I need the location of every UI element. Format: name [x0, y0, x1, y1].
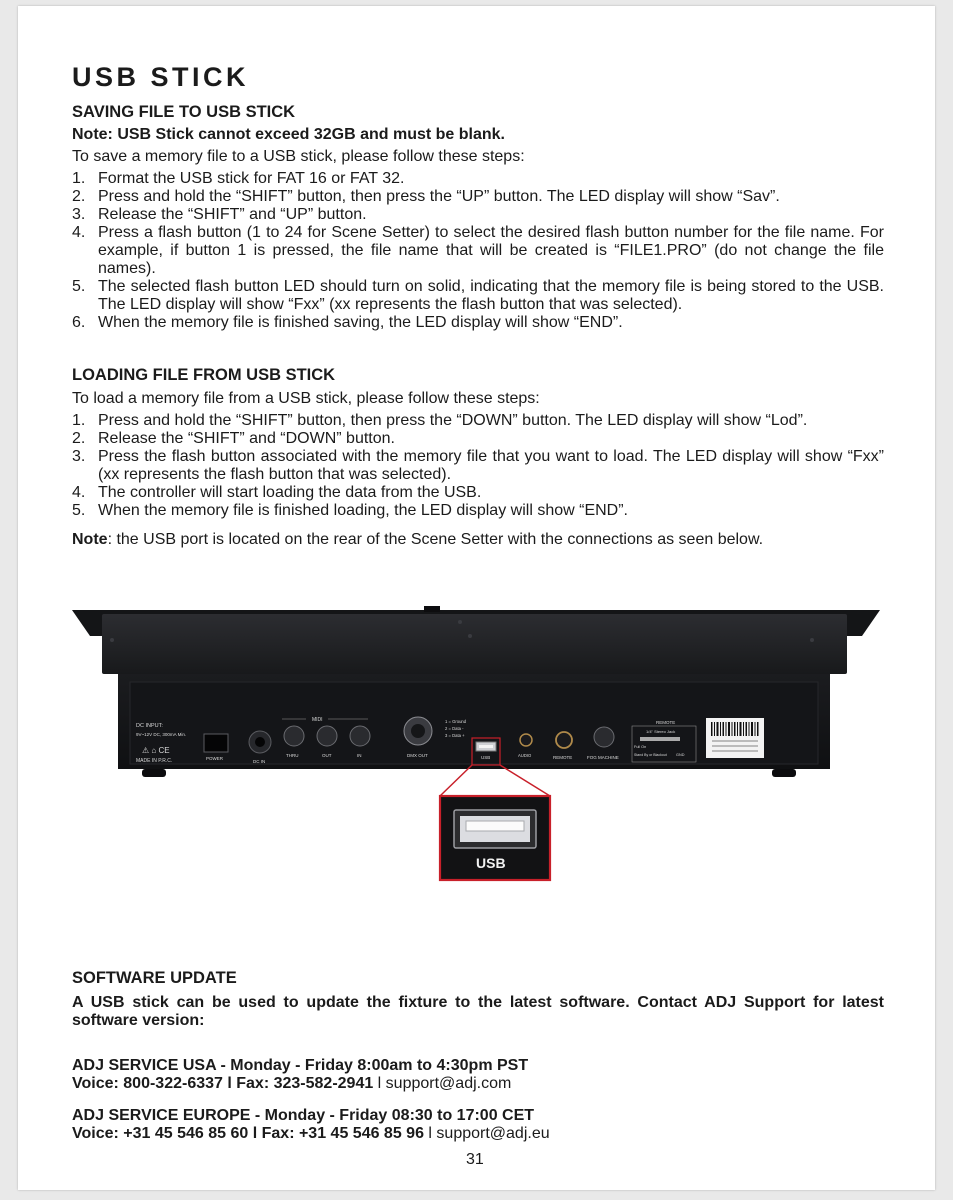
midi-in-label: IN: [357, 753, 362, 758]
step-number: 2.: [72, 188, 86, 205]
step-text: Press a flash button (1 to 24 for Scene Setter) to select the desired flash button number for the file name. For example, if button 1 is pressed, the file name that will be created is “FILE1.PRO” (do not change the file names).: [98, 224, 884, 277]
callout-line-left: [440, 765, 472, 796]
device-top-tab: [424, 606, 440, 612]
list-item: [72, 502, 884, 520]
sticker-fine-print: [712, 740, 758, 742]
screw-icon: [110, 638, 114, 642]
step-number: 4.: [72, 484, 86, 501]
step-number: 1.: [72, 412, 86, 429]
sticker-fine-print: [712, 745, 758, 747]
dc-spec-label: 9V~12V DC, 300mA Min.: [136, 732, 187, 737]
contact-usa-voice-fax: Voice: 800-322-6337 l Fax: 323-582-2941: [72, 1075, 374, 1092]
usb-port-note: [72, 531, 884, 549]
midi-label: MIDI: [312, 717, 323, 723]
screw-icon: [468, 634, 472, 638]
loading-steps: [72, 412, 884, 520]
saving-section: [72, 102, 884, 332]
list-item: [72, 278, 884, 314]
step-number: 2.: [72, 430, 86, 447]
midi-thru-label: THRU: [286, 753, 299, 758]
software-section: [72, 968, 884, 1030]
dmx-out-label: DMX OUT: [407, 753, 428, 758]
list-item: [72, 412, 884, 430]
midi-in-port: [350, 726, 370, 746]
step-text: Release the “SHIFT” and “UP” button.: [98, 206, 367, 223]
note-label: Note: [72, 531, 108, 548]
midi-thru-port: [284, 726, 304, 746]
step-number: 6.: [72, 314, 86, 331]
usb-port-label: USB: [481, 755, 491, 760]
loading-heading: LOADING FILE FROM USB STICK: [72, 366, 336, 384]
fog-machine-port: [594, 727, 614, 747]
gnd-label: GND: [676, 753, 685, 757]
step-text: Press and hold the “SHIFT” button, then press the “UP” button. The LED display will show “Sav”.: [98, 188, 780, 205]
remote-label: REMOTE: [553, 755, 573, 760]
audio-label: AUDIO: [518, 753, 532, 758]
certification-marks: ⚠ ⌂ CE: [142, 746, 170, 755]
sticker-fine-print: [712, 750, 758, 752]
rubber-foot: [772, 769, 796, 777]
contact-usa: [72, 1057, 884, 1093]
list-item: [72, 224, 884, 278]
step-text: When the memory file is finished saving, the LED display will show “END”.: [98, 314, 623, 331]
screw-icon: [458, 620, 462, 624]
step-text: Press the flash button associated with the memory file that you want to load. The LED display will show “Fxx” (xx represents the flash button that was selected).: [98, 448, 884, 483]
list-item: [72, 188, 884, 206]
list-item: [72, 314, 884, 332]
contact-usa-phone: [72, 1075, 884, 1093]
loading-section: [72, 365, 884, 549]
remote-box-label: REMOTE: [656, 720, 676, 725]
device-rear-panel-image: [72, 606, 880, 882]
loading-intro: To load a memory file from a USB stick, please follow these steps:: [72, 390, 540, 407]
step-text: Format the USB stick for FAT 16 or FAT 32.: [98, 170, 405, 187]
power-label: POWER: [206, 756, 224, 761]
stand-by-label: Stand By or Blackout: [634, 753, 667, 757]
step-text: The controller will start loading the data from the USB.: [98, 484, 482, 501]
contact-europe-hours: ADJ SERVICE EUROPE - Monday - Friday 08:30 to 17:00 CET: [72, 1107, 535, 1124]
stereo-jack-label: 1/4" Stereo Jack: [646, 729, 676, 734]
made-in-label: MADE IN P.R.C.: [136, 758, 173, 764]
note-text: : the USB port is located on the rear of the Scene Setter with the connections as seen below.: [107, 531, 764, 548]
audio-input-jack: [520, 734, 532, 746]
usb-zoom-label: USB: [476, 855, 506, 871]
power-switch: [204, 734, 228, 752]
saving-steps: [72, 170, 884, 332]
contact-europe: [72, 1107, 884, 1143]
barcode-icon: [711, 722, 759, 736]
dc-in-hole: [255, 737, 265, 747]
step-text: Press and hold the “SHIFT” button, then press the “DOWN” button. The LED display will show “Lod”.: [98, 412, 808, 429]
dmx-pin1-label: 1 = Ground: [445, 719, 467, 724]
document-page: [18, 6, 935, 1190]
midi-out-port: [317, 726, 337, 746]
step-number: 3.: [72, 448, 86, 465]
step-text: The selected flash button LED should turn on solid, indicating that the memory file is being stored to the USB. The LED display will show “Fxx” (xx represents the flash button that was selected).: [98, 278, 884, 313]
step-text: Release the “SHIFT” and “DOWN” button.: [98, 430, 395, 447]
contact-usa-hours: ADJ SERVICE USA - Monday - Friday 8:00am to 4:30pm PST: [72, 1057, 529, 1074]
midi-out-label: OUT: [322, 753, 332, 758]
list-item: [72, 206, 884, 224]
page-title: USB STICK: [72, 62, 250, 92]
screw-icon: [810, 638, 814, 642]
saving-heading: SAVING FILE TO USB STICK: [72, 103, 296, 121]
step-number: 4.: [72, 224, 86, 241]
callout-line-right: [500, 765, 550, 796]
contact-usa-email[interactable]: l support@adj.com: [373, 1075, 512, 1092]
usb-port-tongue: [479, 745, 493, 748]
list-item: [72, 484, 884, 502]
dmx-out-socket: [411, 724, 425, 738]
software-text: A USB stick can be used to update the fixture to the latest software. Contact ADJ Support for latest software version:: [72, 994, 884, 1029]
contact-europe-voice-fax: Voice: +31 45 546 85 60 l Fax: +31 45 546 85 96: [72, 1125, 424, 1142]
step-number: 1.: [72, 170, 86, 187]
fog-machine-label: FOG MACHINE: [587, 755, 619, 760]
device-top-face: [102, 614, 847, 674]
step-number: 5.: [72, 278, 86, 295]
stereo-plug-icon: [640, 737, 680, 741]
list-item: [72, 430, 884, 448]
saving-note: Note: USB Stick cannot exceed 32GB and must be blank.: [72, 126, 505, 143]
rubber-foot: [142, 769, 166, 777]
list-item: [72, 448, 884, 484]
software-heading: SOFTWARE UPDATE: [72, 969, 237, 987]
dc-in-label: DC IN: [253, 759, 266, 764]
contact-europe-phone: [72, 1125, 884, 1143]
step-text: When the memory file is finished loading, the LED display will show “END”.: [98, 502, 628, 519]
step-number: 5.: [72, 502, 86, 519]
page-number: 31: [466, 1151, 484, 1168]
list-item: [72, 170, 884, 188]
contact-europe-email[interactable]: l support@adj.eu: [423, 1125, 550, 1142]
dmx-pin2-label: 2 = Data -: [445, 726, 464, 731]
saving-intro: To save a memory file to a USB stick, please follow these steps:: [72, 148, 525, 165]
usb-port-tongue-zoomed: [466, 821, 524, 831]
dc-input-label: DC INPUT:: [136, 723, 163, 729]
remote-jack: [556, 732, 572, 748]
step-number: 3.: [72, 206, 86, 223]
dmx-pin3-label: 3 = Data +: [445, 733, 465, 738]
full-on-label: Full On: [634, 745, 647, 749]
